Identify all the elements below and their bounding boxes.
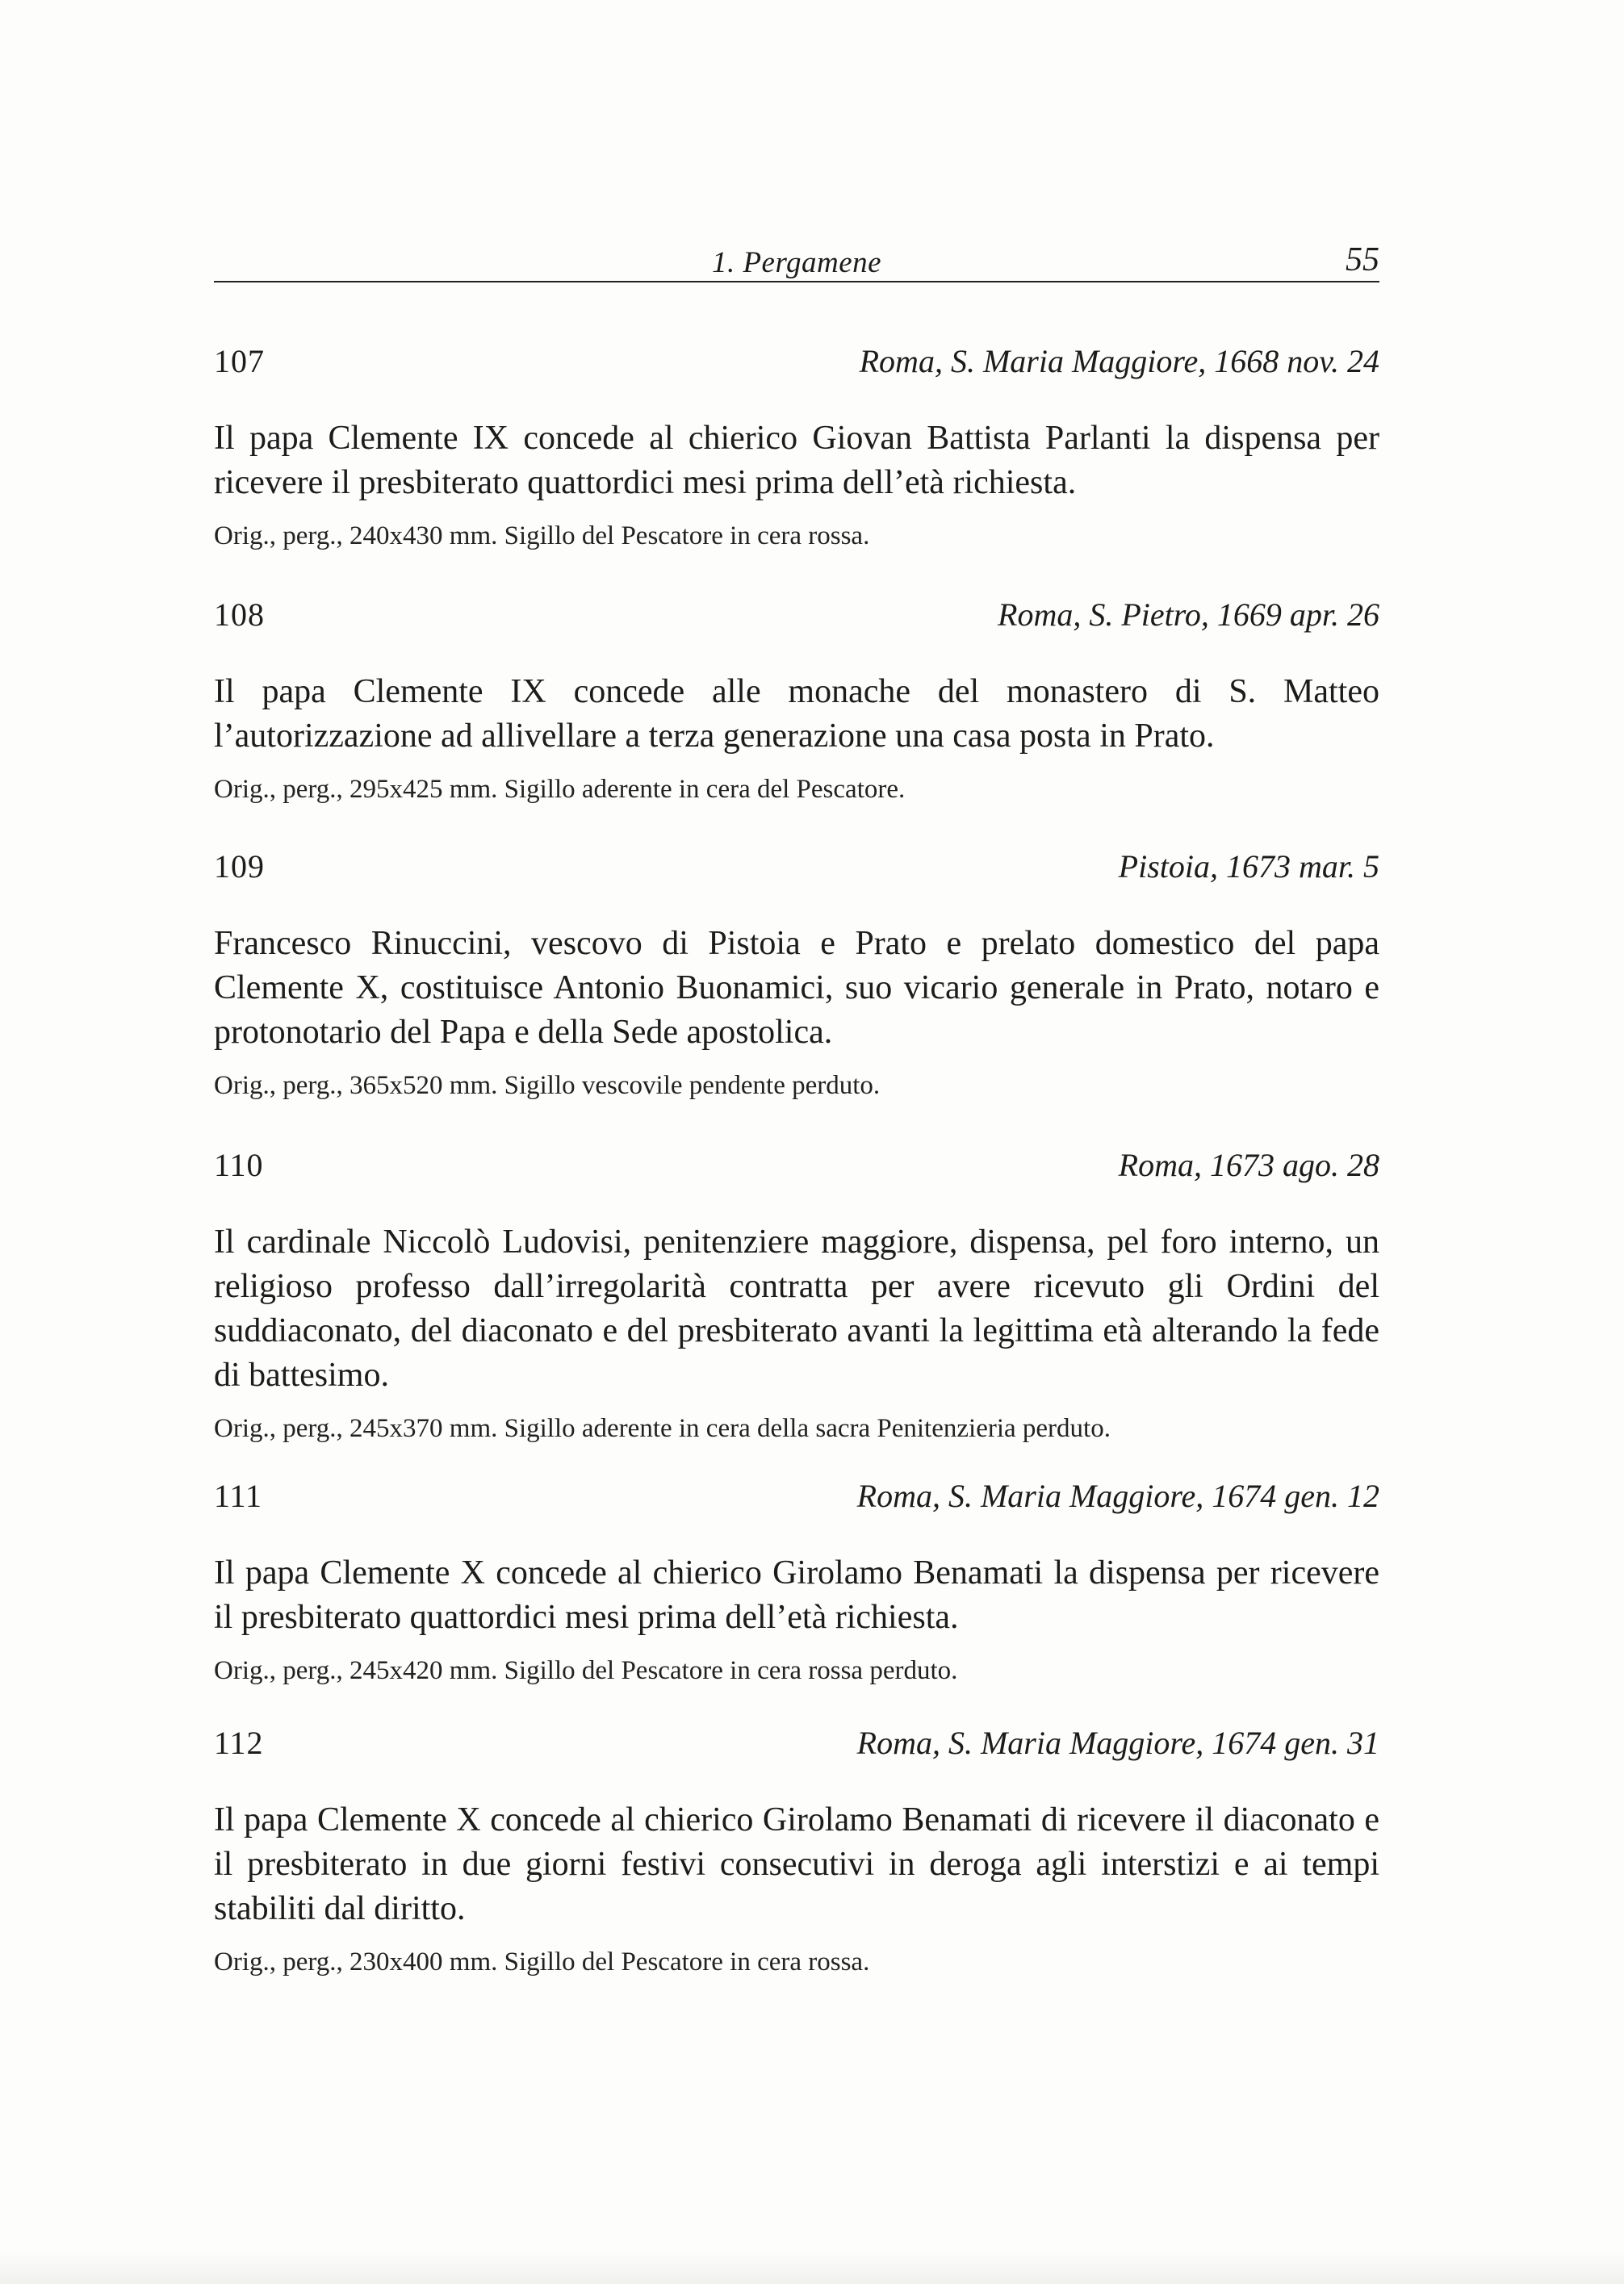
- entry-108: [214, 596, 1379, 805]
- entry-description: Orig., perg., 245x370 mm. Sigillo aderente in cera della sacra Penitenzieria perduto.: [214, 1414, 1111, 1443]
- entry-111: [214, 1477, 1379, 1687]
- entry-description: Orig., perg., 245x420 mm. Sigillo del Pescatore in cera rossa perduto.: [214, 1656, 958, 1685]
- entry-description: Orig., perg., 230x400 mm. Sigillo del Pescatore in cera rossa.: [214, 1947, 870, 1977]
- entry-112: [214, 1724, 1379, 1978]
- entry-place-date: Pistoia, 1673 mar. 5: [1118, 848, 1379, 885]
- entry-summary: Il cardinale Niccolò Ludovisi, penitenziere maggiore, dispensa, pel foro interno, un religioso professo dall’irregolarità contratta per avere ricevuto gli Ordini del suddiaconato, del diaconato e del presbiterato avanti la legittima età alterando la fede di battesimo.: [214, 1224, 1379, 1394]
- entry-place-date: Roma, 1673 ago. 28: [1118, 1147, 1379, 1183]
- entry-summary: Il papa Clemente X concede al chierico Girolamo Benamati di ricevere il diaconato e il presbiterato in due giorni festivi consecutivi in deroga agli interstizi e ai tempi stabiliti dal diritto.: [214, 1801, 1379, 1927]
- entry-description: Orig., perg., 295x425 mm. Sigillo aderente in cera del Pescatore.: [214, 775, 906, 804]
- entry-summary: Il papa Clemente IX concede alle monache del monastero di S. Matteo l’autorizzazione ad allivellare a terza generazione una casa posta in Prato.: [214, 673, 1379, 755]
- page-number: 55: [1346, 241, 1379, 278]
- entry-description: Orig., perg., 240x430 mm. Sigillo del Pescatore in cera rossa.: [214, 521, 870, 550]
- entry-heading: [214, 596, 1379, 636]
- entry-number: 108: [214, 596, 265, 633]
- entry-summary: Il papa Clemente X concede al chierico Girolamo Benamati la dispensa per ricevere il presbiterato quattordici mesi prima dell’età richiesta.: [214, 1554, 1379, 1636]
- entry-place-date: Roma, S. Maria Maggiore, 1674 gen. 31: [856, 1725, 1379, 1761]
- entry-110: [214, 1146, 1379, 1445]
- entry-number: 110: [214, 1147, 264, 1183]
- section-title: 1. Pergamene: [711, 246, 882, 279]
- entry-place-date: Roma, S. Maria Maggiore, 1674 gen. 12: [856, 1478, 1379, 1514]
- entry-place-date: Roma, S. Maria Maggiore, 1668 nov. 24: [859, 343, 1379, 379]
- header-rule: [214, 281, 1379, 282]
- entry-description: Orig., perg., 365x520 mm. Sigillo vescovile pendente perduto.: [214, 1071, 881, 1100]
- entry-number: 112: [214, 1725, 264, 1761]
- entry-107: [214, 342, 1379, 552]
- entry-109: [214, 847, 1379, 1102]
- entry-heading: [214, 847, 1379, 888]
- entry-number: 107: [214, 343, 265, 379]
- entry-heading: [214, 1724, 1379, 1764]
- entry-number: 109: [214, 848, 265, 885]
- entry-heading: [214, 1146, 1379, 1186]
- scan-edge-shadow: [0, 2252, 1624, 2284]
- entry-heading: [214, 1477, 1379, 1517]
- entry-number: 111: [214, 1478, 263, 1514]
- entry-summary: Francesco Rinuccini, vescovo di Pistoia e Prato e prelato domestico del papa Clemente X, costituisce Antonio Buonamici, suo vicario generale in Prato, notaro e protonotario del Papa e della Sede apostolica.: [214, 925, 1379, 1051]
- entry-heading: [214, 342, 1379, 383]
- entry-place-date: Roma, S. Pietro, 1669 apr. 26: [998, 596, 1379, 633]
- entry-summary: Il papa Clemente IX concede al chierico Giovan Battista Parlanti la dispensa per ricevere il presbiterato quattordici mesi prima dell’età richiesta.: [214, 420, 1379, 501]
